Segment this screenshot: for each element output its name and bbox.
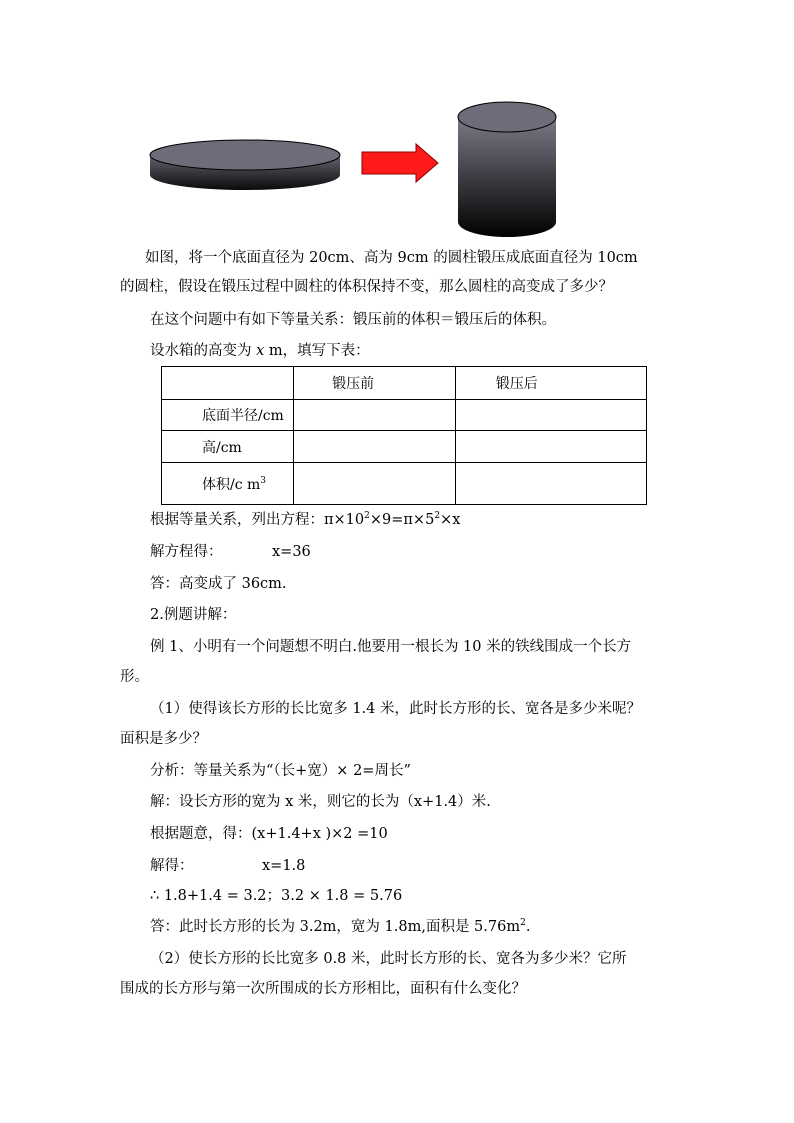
- question-2-line-2: 围成的长方形与第一次所围成的长方形相比，面积有什么变化？: [120, 981, 526, 997]
- variable-x: x: [256, 343, 265, 359]
- paragraph-3: [150, 341, 370, 361]
- question-1-line-1: （1）使得该长方形的长比宽多 1.4 米，此时长方形的长、宽各是多少米呢？: [150, 701, 642, 717]
- table-row-label-radius: 底面半径/cm: [162, 400, 294, 431]
- question-1-line-2: 面积是多少？: [120, 731, 207, 747]
- table-cell[interactable]: [294, 431, 456, 463]
- table-row: [162, 431, 647, 463]
- solve-value-1: x=36: [272, 544, 311, 560]
- p3-suffix: m，填写下表：: [264, 343, 370, 359]
- paragraph-2: 在这个问题中有如下等量关系：锻压前的体积＝锻压后的体积。: [150, 312, 556, 328]
- answer-1: 答：高变成了 36cm.: [150, 576, 287, 592]
- example-1-line-2: 形。: [120, 669, 149, 685]
- table-row: [162, 400, 647, 431]
- table-header-empty: [162, 367, 294, 400]
- table-row: [162, 463, 647, 505]
- table-row-label-volume: 体积/c $m^3$: [162, 463, 294, 505]
- analysis: 分析：等量关系为“（长+宽）× 2=周长”: [150, 763, 411, 779]
- table-header-before: 锻压前: [294, 367, 456, 400]
- answer-2: 答：此时长方形的长为 3.2m，宽为 1.8m,面积是 $5.76m^2$.: [150, 918, 531, 935]
- table-cell[interactable]: [294, 463, 456, 505]
- section-heading: 2.例题讲解：: [150, 607, 237, 623]
- table-row-label-height: 高/cm: [162, 431, 294, 463]
- solve-value-2: x=1.8: [262, 858, 306, 874]
- figure-forging: [0, 0, 794, 245]
- table-cell[interactable]: [455, 400, 646, 431]
- calculation: ∴ 1.8+1.4 = 3.2；3.2 × 1.8 = 5.76: [150, 888, 403, 904]
- equation-2: 根据题意，得：(x+1.4+x )×2 =10: [150, 826, 388, 842]
- table-cell[interactable]: [294, 400, 456, 431]
- table-cell[interactable]: [455, 431, 646, 463]
- table-header-row: [162, 367, 647, 400]
- question-2-line-1: （2）使长方形的长比宽多 0.8 米，此时长方形的长、宽各为多少米？它所: [150, 951, 627, 967]
- fill-in-table: [161, 366, 647, 505]
- flat-cylinder: [150, 140, 340, 190]
- arrow-icon: [362, 144, 438, 182]
- table-cell[interactable]: [455, 463, 646, 505]
- tall-cylinder: [458, 102, 556, 237]
- solve-label-1: 解方程得：: [150, 544, 223, 560]
- equation-line: 根据等量关系，列出方程：$\pi\times 10^2\times 9=\pi\times 5^2\times x$: [150, 511, 461, 528]
- paragraph-1-line-1: 如图，将一个底面直径为 20cm、高为 9cm 的圆柱锻压成底面直径为 10cm: [145, 250, 638, 266]
- solve-label-2: 解得：: [150, 858, 194, 874]
- paragraph-1-line-2: 的圆柱，假设在锻压过程中圆柱的体积保持不变，那么圆柱的高变成了多少？: [120, 279, 613, 295]
- solution: 解：设长方形的宽为 x 米，则它的长为（x+1.4）米.: [150, 794, 491, 810]
- p3-prefix: 设水箱的高变为: [150, 343, 257, 359]
- example-1-line-1: 例 1、小明有一个问题想不明白.他要用一根长为 10 米的铁线围成一个长方: [150, 639, 632, 655]
- table-header-after: 锻压后: [455, 367, 646, 400]
